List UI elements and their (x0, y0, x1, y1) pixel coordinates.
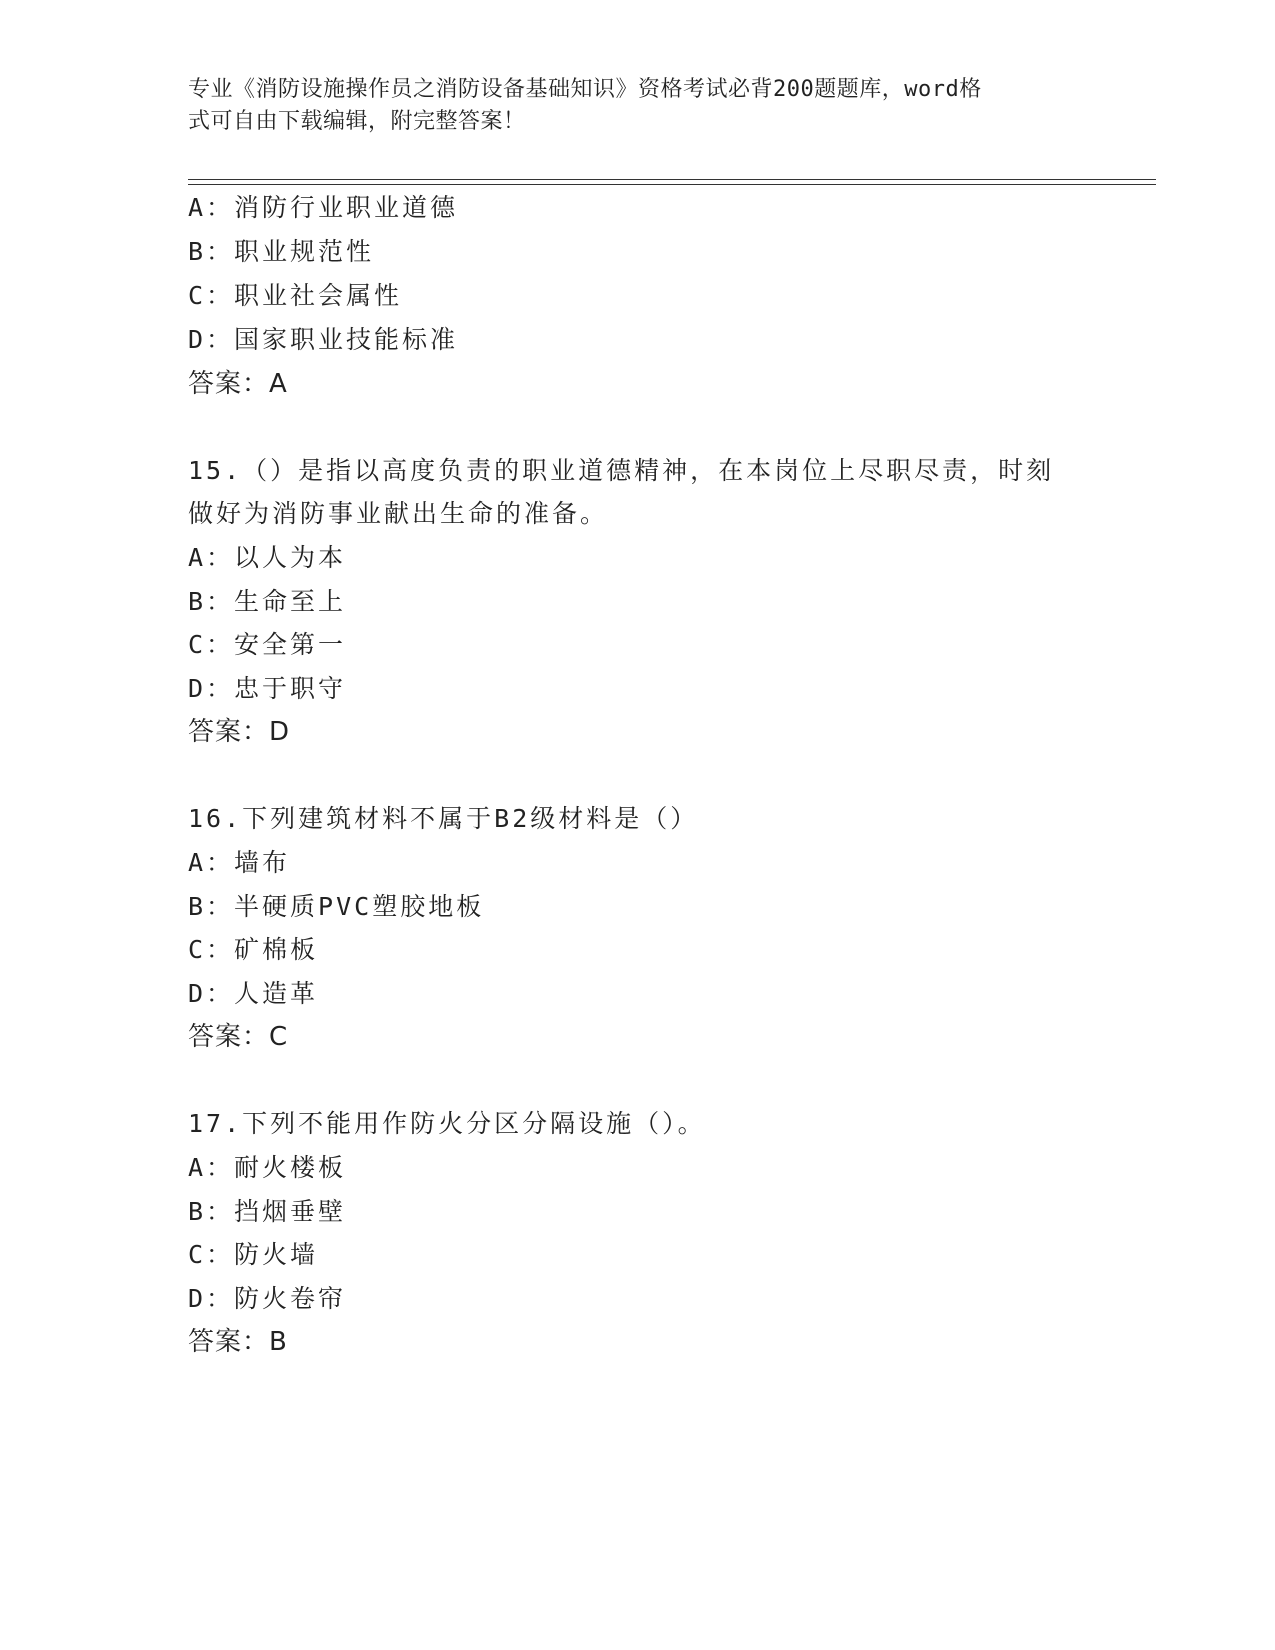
q16-option-d: D：人造革 (188, 979, 319, 1008)
q17-stem-line-1: 17.下列不能用作防火分区分隔设施（）。 (188, 1109, 706, 1138)
q16-option-a: A：墙布 (188, 848, 291, 877)
q15-option-c: C：安全第一 (188, 630, 347, 659)
header-line-2: 式可自由下载编辑，附完整答案！ (188, 109, 526, 134)
q14-option-a: A：消防行业职业道德 (188, 193, 459, 222)
q16-option-b: B：半硬质PVC塑胶地板 (188, 892, 485, 921)
q14-option-d: D：国家职业技能标准 (188, 325, 459, 354)
q17-option-b: B：挡烟垂壁 (188, 1197, 347, 1226)
q16-answer: 答案：C (188, 1022, 289, 1052)
q15-answer: 答案：D (188, 717, 291, 747)
header-line-1: 专业《消防设施操作员之消防设备基础知识》资格考试必背200题题库，word格 (188, 77, 982, 102)
q17-option-d: D：防火卷帘 (188, 1284, 347, 1313)
header-divider-bottom (188, 184, 1156, 185)
document-header (188, 74, 1068, 138)
q15-option-a: A：以人为本 (188, 543, 347, 572)
header-divider-top (188, 179, 1156, 180)
q17-answer: 答案：B (188, 1327, 288, 1357)
q14-option-b: B：职业规范性 (188, 237, 375, 266)
q14-answer: 答案：A (188, 369, 288, 399)
q17-option-c: C：防火墙 (188, 1240, 319, 1269)
q15-stem-line-2: 做好为消防事业献出生命的准备。 (188, 499, 609, 528)
q14-option-c: C：职业社会属性 (188, 281, 403, 310)
q15-stem-line-1: 15.（）是指以高度负责的职业道德精神，在本岗位上尽职尽责，时刻 (188, 456, 1055, 485)
q15-option-d: D：忠于职守 (188, 674, 347, 703)
q16-stem-line-1: 16.下列建筑材料不属于B2级材料是（） (188, 804, 699, 833)
q15-option-b: B：生命至上 (188, 587, 347, 616)
q16-option-c: C：矿棉板 (188, 935, 319, 964)
q17-option-a: A：耐火楼板 (188, 1153, 347, 1182)
